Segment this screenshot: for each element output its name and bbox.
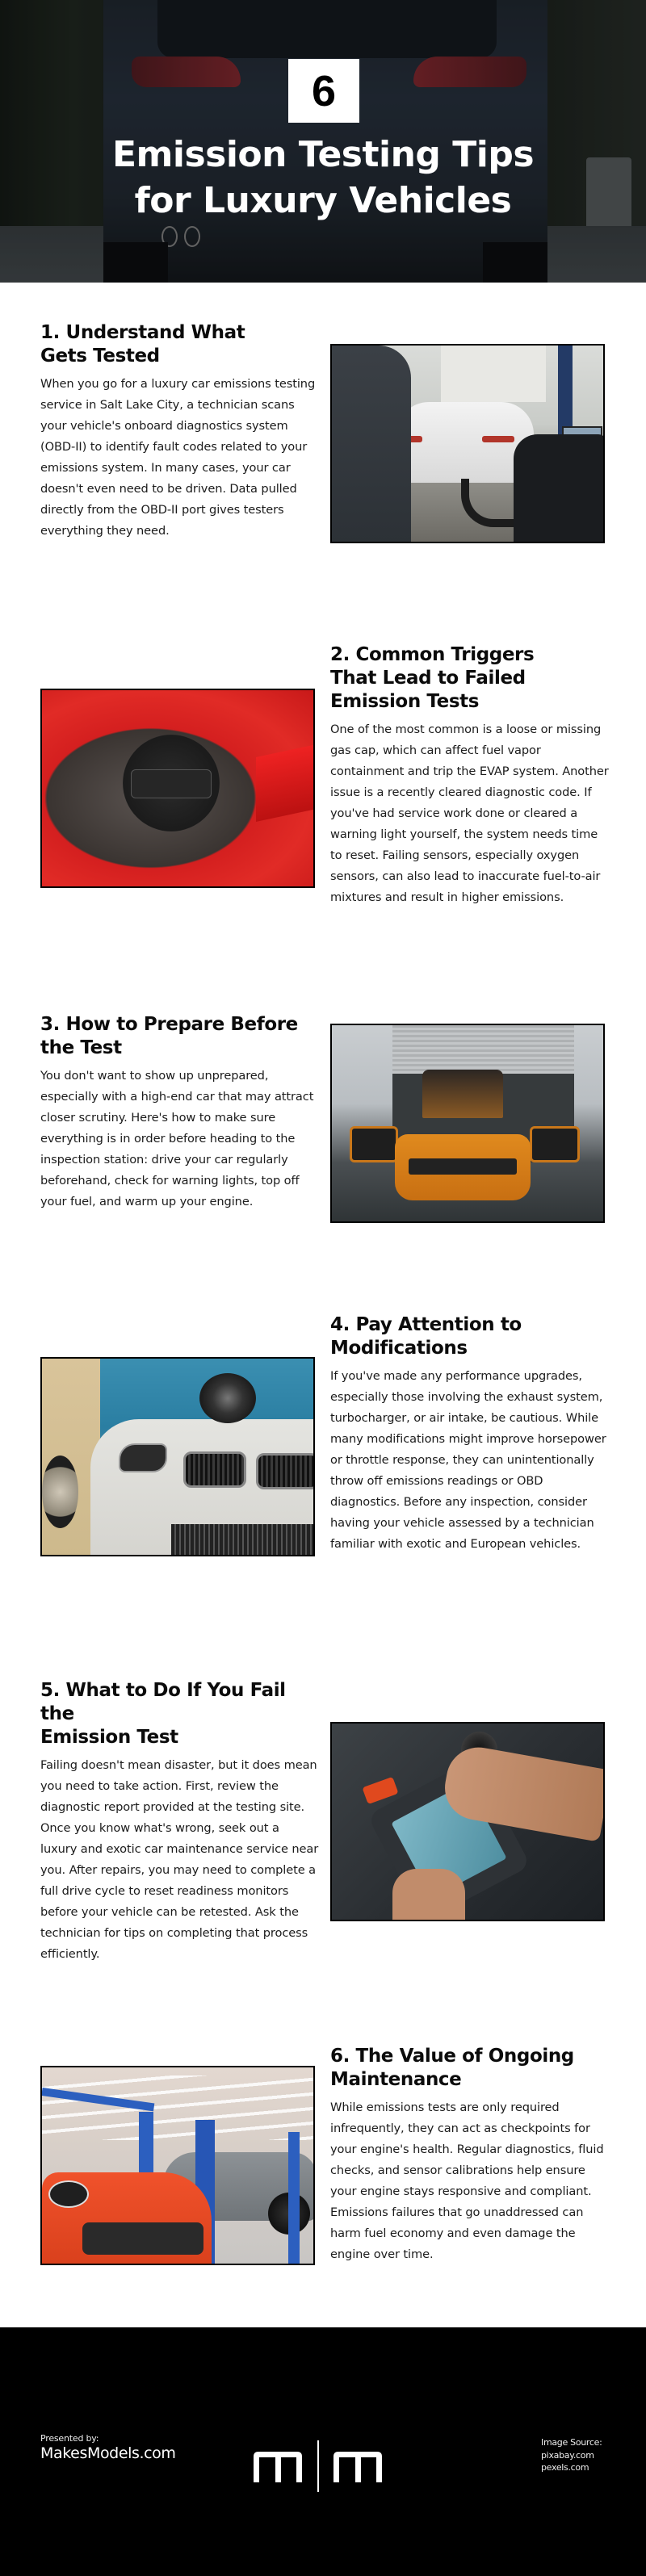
tip-body: One of the most common is a loose or missing gas cap, which can affect fuel vapor containment and trip the EVAP system. Another issue is a recently cleared diagnostic code. If you've had service work done or cleared a warning light yourself, the system needs time to reset. Failing sensors, especially oxygen sensors, can also lead to inaccurate fuel-to-air mixtures and result in higher emissions. [330,723,609,904]
tip-text [40,1679,319,1965]
porsche-service-bay-photo [40,2066,315,2265]
tip-heading-line: Emission Test [40,1727,178,1748]
footer [0,2327,646,2576]
tip-text [40,1013,319,1213]
tip-heading-line: 1. Understand What [40,322,245,343]
presented-by-label: Presented by: [40,2433,99,2444]
tip-heading [330,1313,609,1360]
tip-heading [330,2045,609,2092]
tip-text [330,2045,609,2265]
makesmodels-logo-icon [252,2440,385,2495]
tip-body: While emissions tests are only required infrequently, they can act as checkpoints for your engine's health. Regular diagnostics, fluid checks, and sensor calibrations help ensure your engine stays responsive and compliant. Emissions failures that go unaddressed can harm fuel economy and even damage the engine over time. [330,2101,604,2261]
tip-heading-line: Maintenance [330,2069,462,2090]
tip-heading [40,1679,319,1749]
technicians-testing-porsche-photo [330,344,605,543]
tip-heading-line: 4. Pay Attention to [330,1314,522,1335]
tip-heading-line: Modifications [330,1338,468,1359]
page-title [0,132,646,224]
image-source-pixabay[interactable]: pixabay.com [541,2449,594,2461]
modified-bmw-turbo-photo [40,1357,315,1556]
image-source-pexels[interactable]: pexels.com [541,2462,589,2473]
hero-banner [0,0,646,283]
tip-body: Failing doesn't mean disaster, but it does mean you need to take action. First, review the diagnostic report provided at the testing site. Once you know what's wrong, seek out a luxury and exotic car maintenance service near you. After repairs, you may need to complete a full drive cycle to reset readiness monitors before your vehicle can be retested. Ask the technician for tips on completing that process efficiently. [40,1758,319,1961]
tip-heading-line: 2. Common Triggers [330,644,535,665]
tip-text [330,643,609,908]
tip-heading-line: Gets Tested [40,346,160,367]
page-title-line: Emission Testing Tips [111,134,535,175]
image-source-credits [541,2436,602,2474]
tip-heading [40,1013,319,1060]
tip-heading-line: That Lead to Failed [330,668,526,689]
tip-body: When you go for a luxury car emissions testing service in Salt Lake City, a technician scans your vehicle's onboard diagnostics system (OBD-II) to identify fault codes related to your emissions system. In many cases, your car doesn't even need to be driven. Data pulled directly from the OBD-II port gives testers everything they need. [40,377,316,538]
tip-heading-line: 6. The Value of Ongoing [330,2046,574,2067]
obd-diagnostic-tablet-photo [330,1722,605,1921]
tip-heading-line: Emission Tests [330,691,480,712]
tip-heading-line: 5. What to Do If You Fail the [40,1680,286,1724]
page-title-line: for Luxury Vehicles [134,180,512,221]
tip-body: If you've made any performance upgrades, especially those involving the exhaust system, turbocharger, or air intake, be cautious. While many modifications might improve horsepower or throttle response, they can unintentionally throw off emissions readings or OBD diagnostics. Before any inspection, consider having your vehicle assessed by a technician familiar with exotic and European vehicles. [330,1369,606,1551]
presenter-site-link[interactable]: MakesModels.com [40,2444,176,2462]
tip-text [40,321,319,542]
tip-text [330,1313,609,1555]
tip-count-badge: 6 [288,59,359,123]
orange-audi-in-garage-photo [330,1024,605,1223]
fuel-cap-warning-photo [40,689,315,888]
tip-heading-line: the Test [40,1037,122,1058]
image-source-label: Image Source: [541,2437,602,2448]
tip-heading [330,643,609,714]
tip-heading [40,321,319,368]
tip-body: You don't want to show up unprepared, especially with a high-end car that may attract closer scrutiny. Here's how to make sure everything is in order before heading to the inspection station: drive your car regularly beforehand, check for warning lights, top off your fuel, and warm up your engine. [40,1069,314,1208]
tip-heading-line: 3. How to Prepare Before [40,1014,298,1035]
